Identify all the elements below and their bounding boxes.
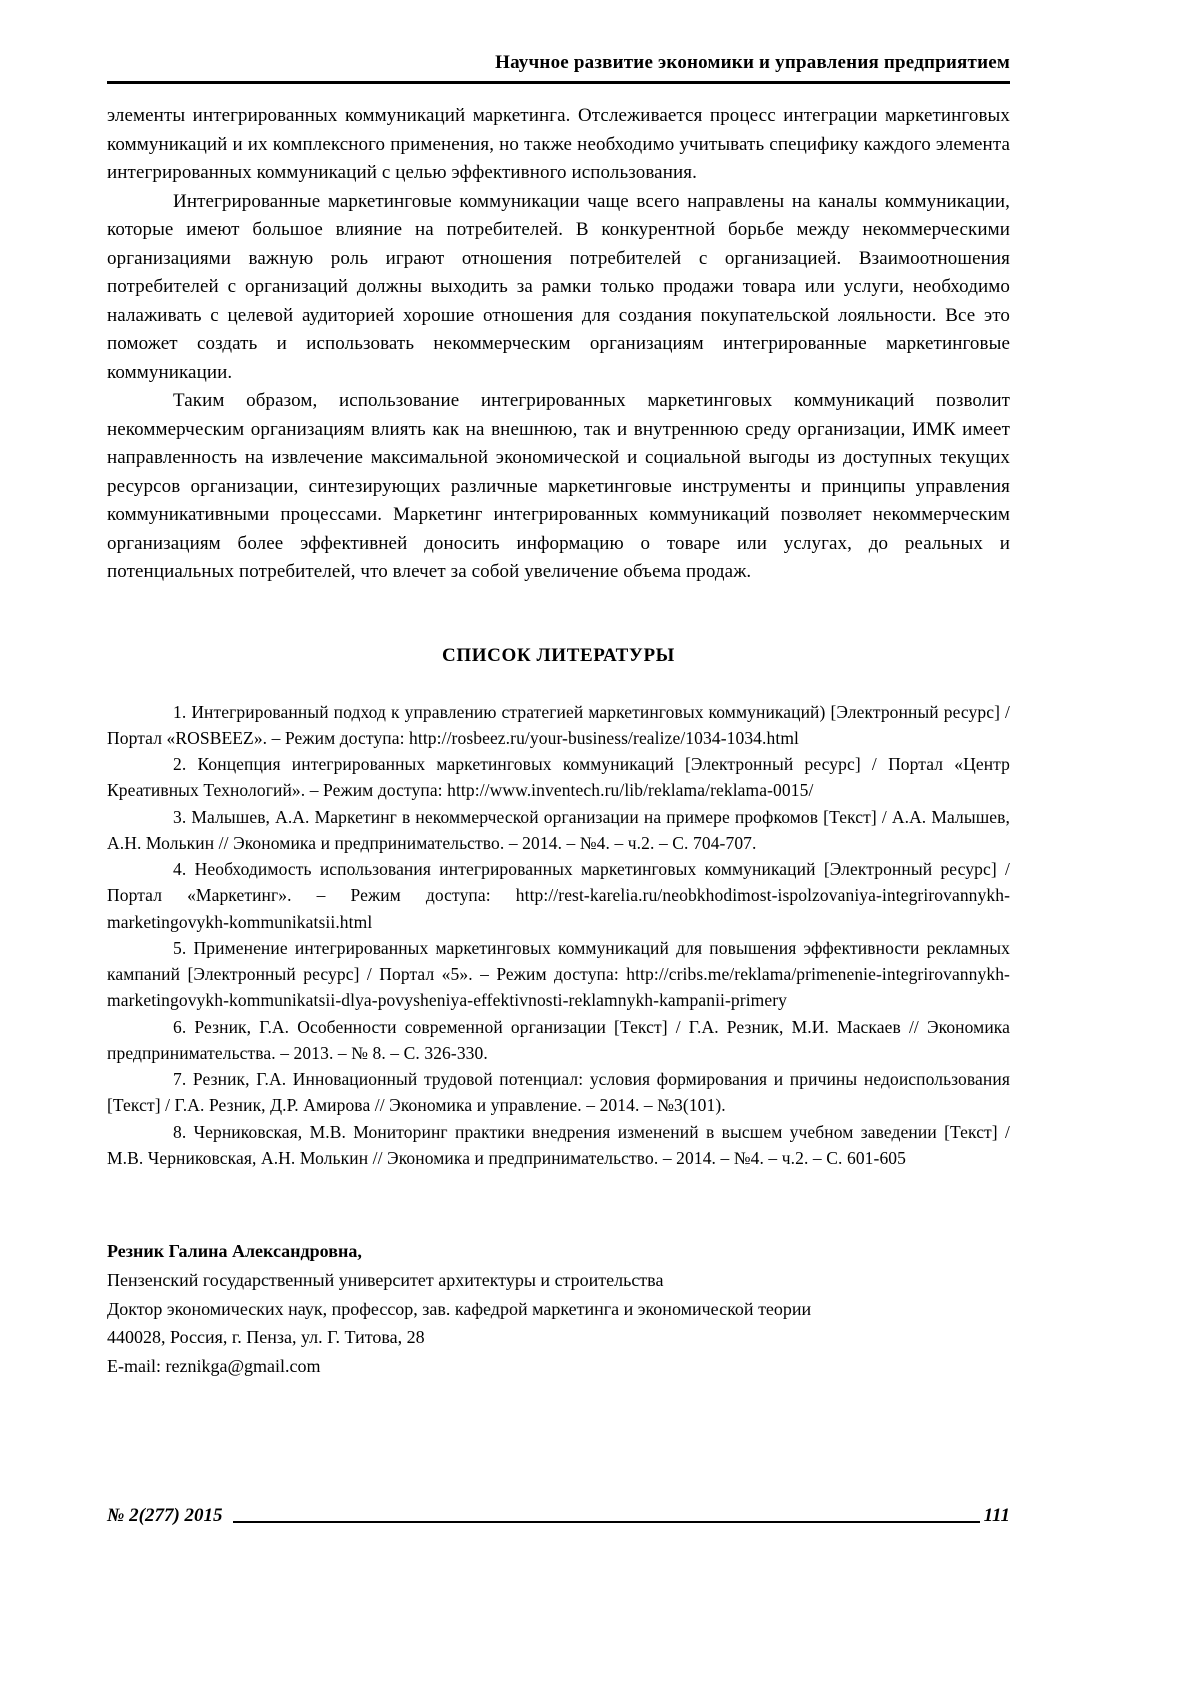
author-affiliation: Пензенский государственный университет архитектуры и строительства xyxy=(107,1269,664,1290)
reference-item-3: 3. Малышев, А.А. Маркетинг в некоммерческой организации на примере профкомов [Текст] / А.А. Малышев, А.Н. Молькин // Экономика и предпринимательство. – 2014. – №4. – ч.2. – С. 704-707. xyxy=(107,806,1010,853)
page-number: 111 xyxy=(983,1505,1010,1526)
author-address: 440028, Россия, г. Пенза, ул. Г. Титова, 28 xyxy=(107,1327,425,1348)
author-position: Доктор экономических наук, профессор, зав. кафедрой маркетинга и экономической теории xyxy=(107,1298,812,1319)
reference-item-1: 1. Интегрированный подход к управлению стратегией маркетинговых коммуникаций) [Электронный ресурс] / Портал «ROSBEEZ». – Режим доступа: http://rosbeez.ru/your-business/realize/1034-1034.html xyxy=(107,701,1010,748)
references-list xyxy=(107,699,1010,1172)
reference-item-5: 5. Применение интегрированных маркетинговых коммуникаций для повышения эффективности рекламных кампаний [Электронный ресурс] / Портал «5». – Режим доступа: http://cribs.me/reklama/primenenie-integrirovannykh-marketingovykh-kommunikatsii-dlya-povysheniya-effektivnosti-reklamnykh-kampanii-primery xyxy=(107,937,1010,1011)
journal-issue: № 2(277) 2015 xyxy=(107,1505,223,1526)
body-paragraph-2: Интегрированные маркетинговые коммуникации чаще всего направлены на каналы коммуникации, которые имеют большое влияние на потребителей. В конкурентной борьбе между некоммерческими организациями важную роль играют отношения потребителей с организацией. Взаимоотношения потребителей с организаций должны выходить за рамки только продажи товара или услуги, необходимо налаживать с целевой аудиторией хорошие отношения для создания покупательской лояльности. Все это поможет создать и использовать некоммерческим организациям интегрированные маркетинговые коммуникации. xyxy=(107,190,1010,383)
author-block xyxy=(107,1237,1010,1381)
reference-item-6: 6. Резник, Г.А. Особенности современной организации [Текст] / Г.А. Резник, М.И. Маскаев // Экономика предпринимательства. – 2013. – № 8. – С. 326-330. xyxy=(107,1016,1010,1063)
body-paragraph-3: Таким образом, использование интегрированных маркетинговых коммуникаций позволит некоммерческим организациям влиять как на внешнюю, так и внутреннюю среду организации, ИМК имеет направленность на извлечение максимальной экономической и социальной выгоды из доступных текущих ресурсов организации, синтезирующих различные маркетинговые инструменты и принципы управления коммуникативными процессами. Маркетинг интегрированных коммуникаций позволяет некоммерческим организациям более эффективней доносить информацию о товаре или услугах, до реальных и потенциальных потребителей, что влечет за собой увеличение объема продаж. xyxy=(107,390,1010,582)
article-body xyxy=(107,102,1010,1381)
page-header xyxy=(107,52,1010,84)
reference-item-4: 4. Необходимость использования интегрированных маркетинговых коммуникаций [Электронный ресурс] / Портал «Маркетинг». – Режим доступа: http://rest-karelia.ru/neobkhodimost-ispolzovaniya-integrirovannykh-marketingovykh-kommunikatsii.html xyxy=(107,859,1010,932)
footer-rule xyxy=(233,1521,980,1523)
body-paragraph-1: элементы интегрированных коммуникаций маркетинга. Отслеживается процесс интеграции маркетинговых коммуникаций и их комплексного применения, но также необходимо учитывать специфику каждого элемента интегрированных коммуникаций с целью эффективного использования. xyxy=(107,105,1010,183)
reference-item-8: 8. Черниковская, М.В. Мониторинг практики внедрения изменений в высшем учебном заведении [Текст] / М.В. Черниковская, А.Н. Молькин // Экономика и предпринимательство. – 2014. – №4. – ч.2. – С. 601-605 xyxy=(107,1121,1010,1168)
running-head-title: Научное развитие экономики и управления предприятием xyxy=(495,52,1010,73)
reference-item-7: 7. Резник, Г.А. Инновационный трудовой потенциал: условия формирования и причины недоиспользования [Текст] / Г.А. Резник, Д.Р. Амирова // Экономика и управление. – 2014. – №3(101). xyxy=(107,1069,1010,1116)
reference-item-2: 2. Концепция интегрированных маркетинговых коммуникаций [Электронный ресурс] / Портал «Центр Креативных Технологий». – Режим доступа: http://www.inventech.ru/lib/reklama/reklama-0015/ xyxy=(107,754,1010,801)
page-footer xyxy=(107,1505,1010,1527)
references-title: СПИСОК ЛИТЕРАТУРЫ xyxy=(442,644,675,666)
author-name: Резник Галина Александровна, xyxy=(107,1241,362,1261)
author-email: E-mail: reznikga@gmail.com xyxy=(107,1356,321,1377)
